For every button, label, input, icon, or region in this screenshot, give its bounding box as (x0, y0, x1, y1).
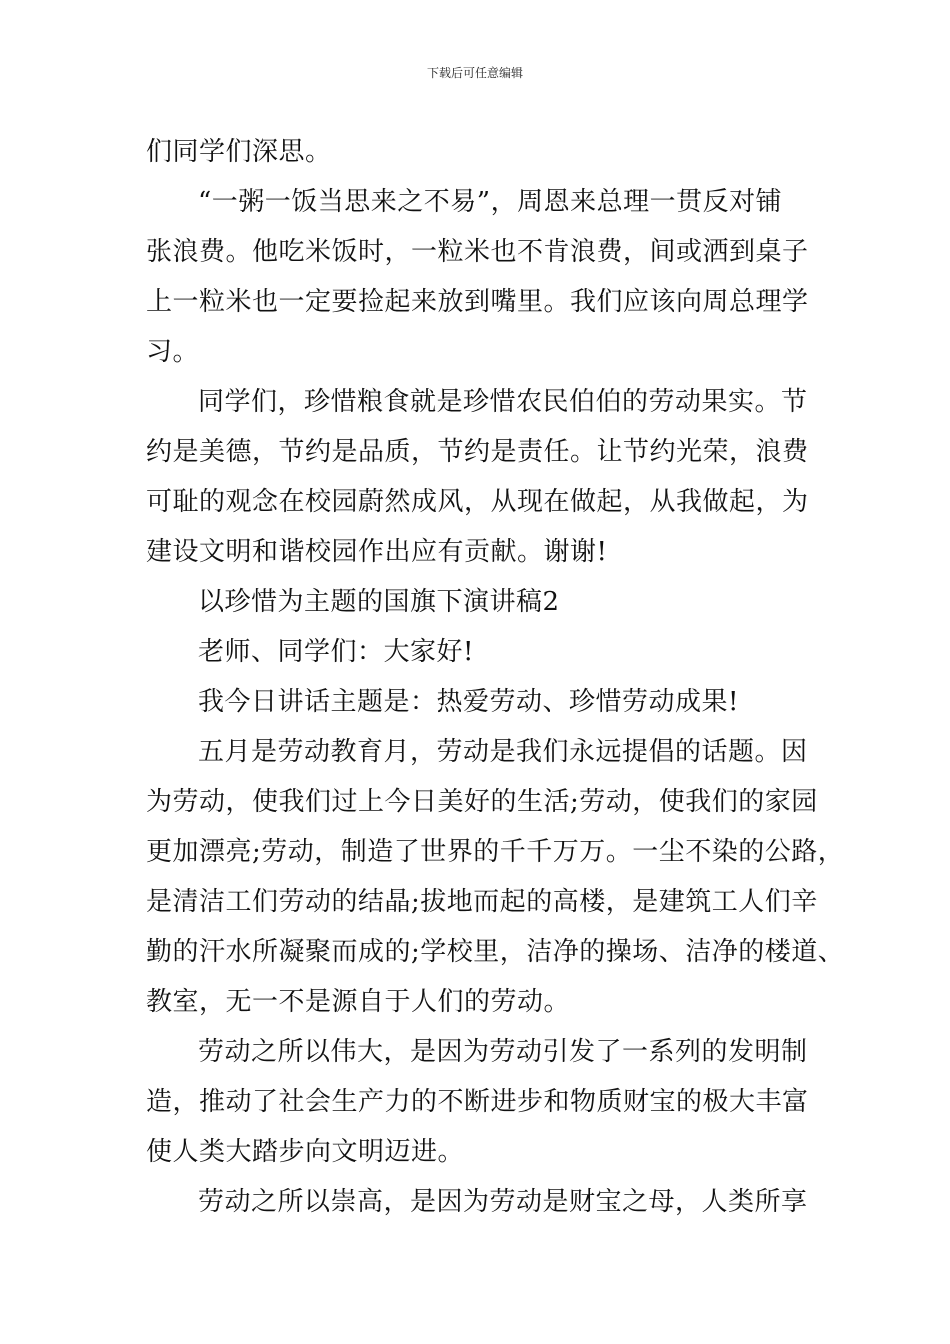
text-line: 老师、同学们：大家好! (198, 637, 474, 667)
text-line: 建设文明和谐校园作出应有贡献。谢谢! (146, 537, 608, 567)
text-line: 使人类大踏步向文明迈进。 (146, 1137, 465, 1167)
text-line: 更加漂亮;劳动，制造了世界的千千万万。一尘不染的公路， (146, 837, 845, 867)
text-line: 劳动之所以伟大，是因为劳动引发了一系列的发明制 (198, 1037, 808, 1067)
text-line: 习。 (146, 337, 200, 367)
text-line: 劳动之所以崇高，是因为劳动是财宝之母，人类所享 (198, 1187, 808, 1217)
text-line: 以珍惜为主题的国旗下演讲稿2 (198, 587, 560, 617)
document-body (146, 127, 845, 1227)
text-line: 造，推动了社会生产力的不断进步和物质财宝的极大丰富 (146, 1087, 809, 1117)
text-line: 五月是劳动教育月，劳动是我们永远提倡的话题。因 (198, 737, 808, 767)
text-line: 上一粒米也一定要捡起来放到嘴里。我们应该向周总理学 (146, 287, 809, 317)
text-line: 为劳动，使我们过上今日美好的生活;劳动，使我们的家园 (146, 787, 818, 817)
text-line: 们同学们深思。 (146, 137, 332, 167)
text-line: “一粥一饭当思来之不易”，周恩来总理一贯反对铺 (198, 187, 783, 217)
page-header: 下载后可任意编辑 (426, 66, 523, 80)
text-line: 勤的汗水所凝聚而成的;学校里，洁净的操场、洁净的楼道、 (146, 937, 845, 967)
text-line: 我今日讲话主题是：热爱劳动、珍惜劳动成果! (198, 687, 739, 717)
text-line: 教室，无一不是源自于人们的劳动。 (146, 987, 571, 1017)
text-line: 张浪费。他吃米饭时，一粒米也不肯浪费，间或洒到桌子 (146, 237, 809, 267)
text-line: 是清洁工们劳动的结晶;拔地而起的高楼，是建筑工人们辛 (146, 887, 818, 917)
text-line: 约是美德，节约是品质，节约是责任。让节约光荣，浪费 (146, 437, 809, 467)
text-line: 同学们，珍惜粮食就是珍惜农民伯伯的劳动果实。节 (198, 387, 808, 417)
text-line: 可耻的观念在校园蔚然成风，从现在做起，从我做起，为 (146, 487, 809, 517)
